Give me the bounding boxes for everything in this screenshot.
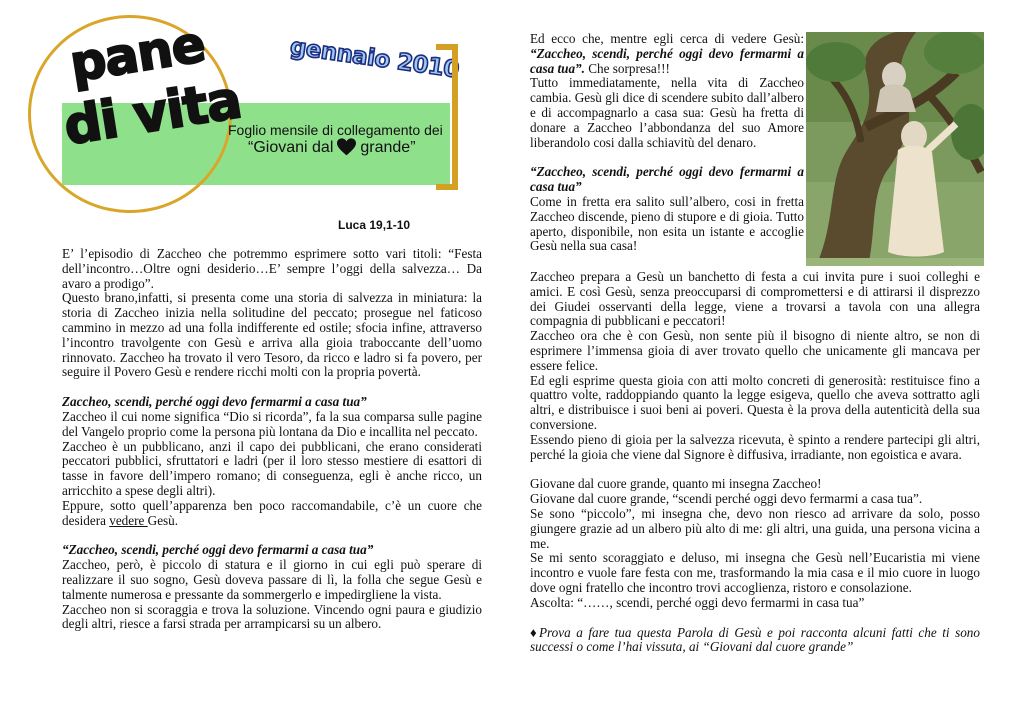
left-paragraph-3: Zaccheo il cui nome significa “Dio si ricorda”, fa la sua comparsa sulle pagine del Vangelo proprio come la persona più lontana da Dio e incallita nel peccato. (62, 408, 482, 439)
right-paragraph-12: Ascolta: “……, scendi, perché oggi devo fermarmi in casa tua” (530, 594, 865, 610)
left-column (62, 247, 482, 632)
right-paragraph-11: Se mi sento scoraggiato e deluso, mi insegna che Gesù nell’Eucaristia mi viene incontro e vuole fare festa con me, trasformando la mia casa e il mio cuore in luogo dove ogni fratello che incontro trovi accoglienza, ristoro e consolazione. (530, 550, 980, 595)
left-paragraph-1: E’ l’episodio di Zaccheo che potremmo esprimere sotto vari titoli: “Festa dell’incontro…Oltre ogni desiderio…E’ sempre l’oggi della salvezza… Da avaro a prodigo”. (62, 246, 482, 291)
right-intro-quote: “Zaccheo, scendi, perché oggi devo fermarmi a casa tua”. (530, 45, 804, 76)
heart-icon (337, 138, 356, 157)
right-paragraph-10: Se sono “piccolo”, mi insegna che, devo non riesco ad arrivare da solo, posso giungere grazie ad un albero più alto di me: gli altri, una guida, una persona vicina a me. (530, 505, 980, 551)
subtitle-before-heart: “Giovani dal (248, 138, 334, 156)
subtitle-after-heart: grande” (360, 138, 416, 156)
left-paragraph-7: Zaccheo non si scoraggia e trova la soluzione. Vincendo ogni paura e giudizio degli altri, riesce a farsi strada per arrampicarsi su un albero. (62, 601, 482, 632)
left-paragraph-2: Questo brano,infatti, si presenta come una storia di salvezza in miniatura: la storia di Zaccheo inizia nella solitudine del peccato; prosegue nel faticoso cammino in mezzo ad una folla indifferente ed ostile; sfocia infine, attraverso l’incontro travolgente con Gesù e arriva alla gioia traboccante dell’uomo rinnovato. Zaccheo ha trovato il vero Tesoro, da ricco e ladro si fa povero, per seguire il Povero Gesù e rendere ricchi molti con la propria povertà. (62, 290, 482, 380)
logo-pane: pane (66, 14, 209, 94)
diamond-bullet-icon: ♦ (530, 624, 539, 640)
right-paragraph-8: Giovane dal cuore grande, quanto mi insegna Zaccheo! (530, 476, 822, 492)
zacchaeus-painting (806, 32, 984, 266)
right-paragraph-6: Ed egli esprime questa gioia con atti molto concreti di generosità: restituisce fino a quattro volte, raddoppiando quanto la legge esigeva, quello che aveva sottratto agli altri, e distribuisce i suoi beni ai poveri. Questa è la prova della autenticità della sua conversione. (530, 372, 980, 432)
right-paragraph-5: Zaccheo ora che è con Gesù, non sente più il bisogno di niente altro, se non di esprimere l’immensa gioia di aver trovato quello che unicamente gli mancava per essere felice. (530, 328, 980, 373)
left-paragraph-5: Eppure, sotto quell’apparenza ben poco raccomandabile, c’è un cuore che desidera vedere Gesù. (62, 497, 482, 528)
header-bracket (436, 44, 458, 190)
right-paragraph-2: Tutto immediatamente, nella vita di Zaccheo cambia. Gesù gli dice di scendere subito dall’albero e di accompagnarlo a casa sua: Gesù ha fretta di donare a Zaccheo l’abbondanza del suo Amore liberandolo cosi dalla schiavitù del denaro. (530, 75, 804, 150)
right-paragraph-9: Giovane dal cuore grande, “scendi perché oggi devo fermarmi a casa tua”. (530, 491, 923, 507)
right-paragraph-4: Zaccheo prepara a Gesù un banchetto di festa a cui invita pure i suoi colleghi e amici. E così Gesù, senza preoccuparsi di compromettersi e di attirarsi il disprezzo dei Giudei osservanti della legge, viene a trovarsi a tavola con una allegra compagnia di pubblicani e peccatori! (530, 269, 980, 329)
left-heading-2: “Zaccheo, scendi, perché oggi devo fermarmi a casa tua” (62, 542, 374, 558)
logo-di-vita: di vita (60, 70, 246, 158)
closing-invitation: ♦Prova a fare tua questa Parola di Gesù e poi racconta alcuni fatti che ti sono successi o come l’hai vissuta, ai “Giovani dal cuore grande” (530, 624, 980, 655)
right-column-main (530, 270, 980, 655)
right-column-top (530, 32, 804, 254)
issue-date-title: gennaio 2010 (288, 34, 461, 84)
right-paragraph-7: Essendo pieno di gioia per la salvezza ricevuta, è spinto a rendere partecipi gli altri, perché la gioia che viene dal Signore è diffusiva, irradiante, non egoistica e avara. (530, 431, 980, 462)
scripture-reference: Luca 19,1-10 (338, 218, 411, 232)
subtitle-line-2 (248, 138, 416, 157)
left-heading-1: Zaccheo, scendi, perché oggi devo fermarmi a casa tua” (62, 394, 367, 410)
left-paragraph-6: Zaccheo, però, è piccolo di statura e il giorno in cui egli può sperare di realizzare il suo sogno, Gesù doveva passare di lì, la folla che segue Gesù e talmente numerosa e pressante da sommergerlo e impedirgliene la vista. (62, 557, 482, 602)
right-intro: Ed ecco che, mentre egli cerca di vedere Gesù: “Zaccheo, scendi, perché oggi devo fermarmi a casa tua”. Che sorpresa!!! (530, 31, 804, 76)
subtitle-line-1: Foglio mensile di collegamento dei (228, 122, 443, 138)
right-paragraph-3: Come in fretta era salito sull’albero, cosi in fretta Zaccheo discende, pieno di stupore e di gioia. Tutto aperto, disponibile, non esita un istante e accoglie Gesù nella sua casa! (530, 193, 804, 254)
right-heading-1: “Zaccheo, scendi, perché oggi devo fermarmi a casa tua” (530, 164, 804, 195)
left-paragraph-4: Zaccheo è un pubblicano, anzi il capo dei pubblicani, che erano considerati peccatori pubblici, sfruttatori e ladri (per il loro stesso mestiere di esattori di tasse in favore dell’impero romano; di conseguenza, egli è anche ricco, un arricchito a spese degli altri). (62, 438, 482, 498)
underlined-word: vedere (109, 512, 148, 528)
